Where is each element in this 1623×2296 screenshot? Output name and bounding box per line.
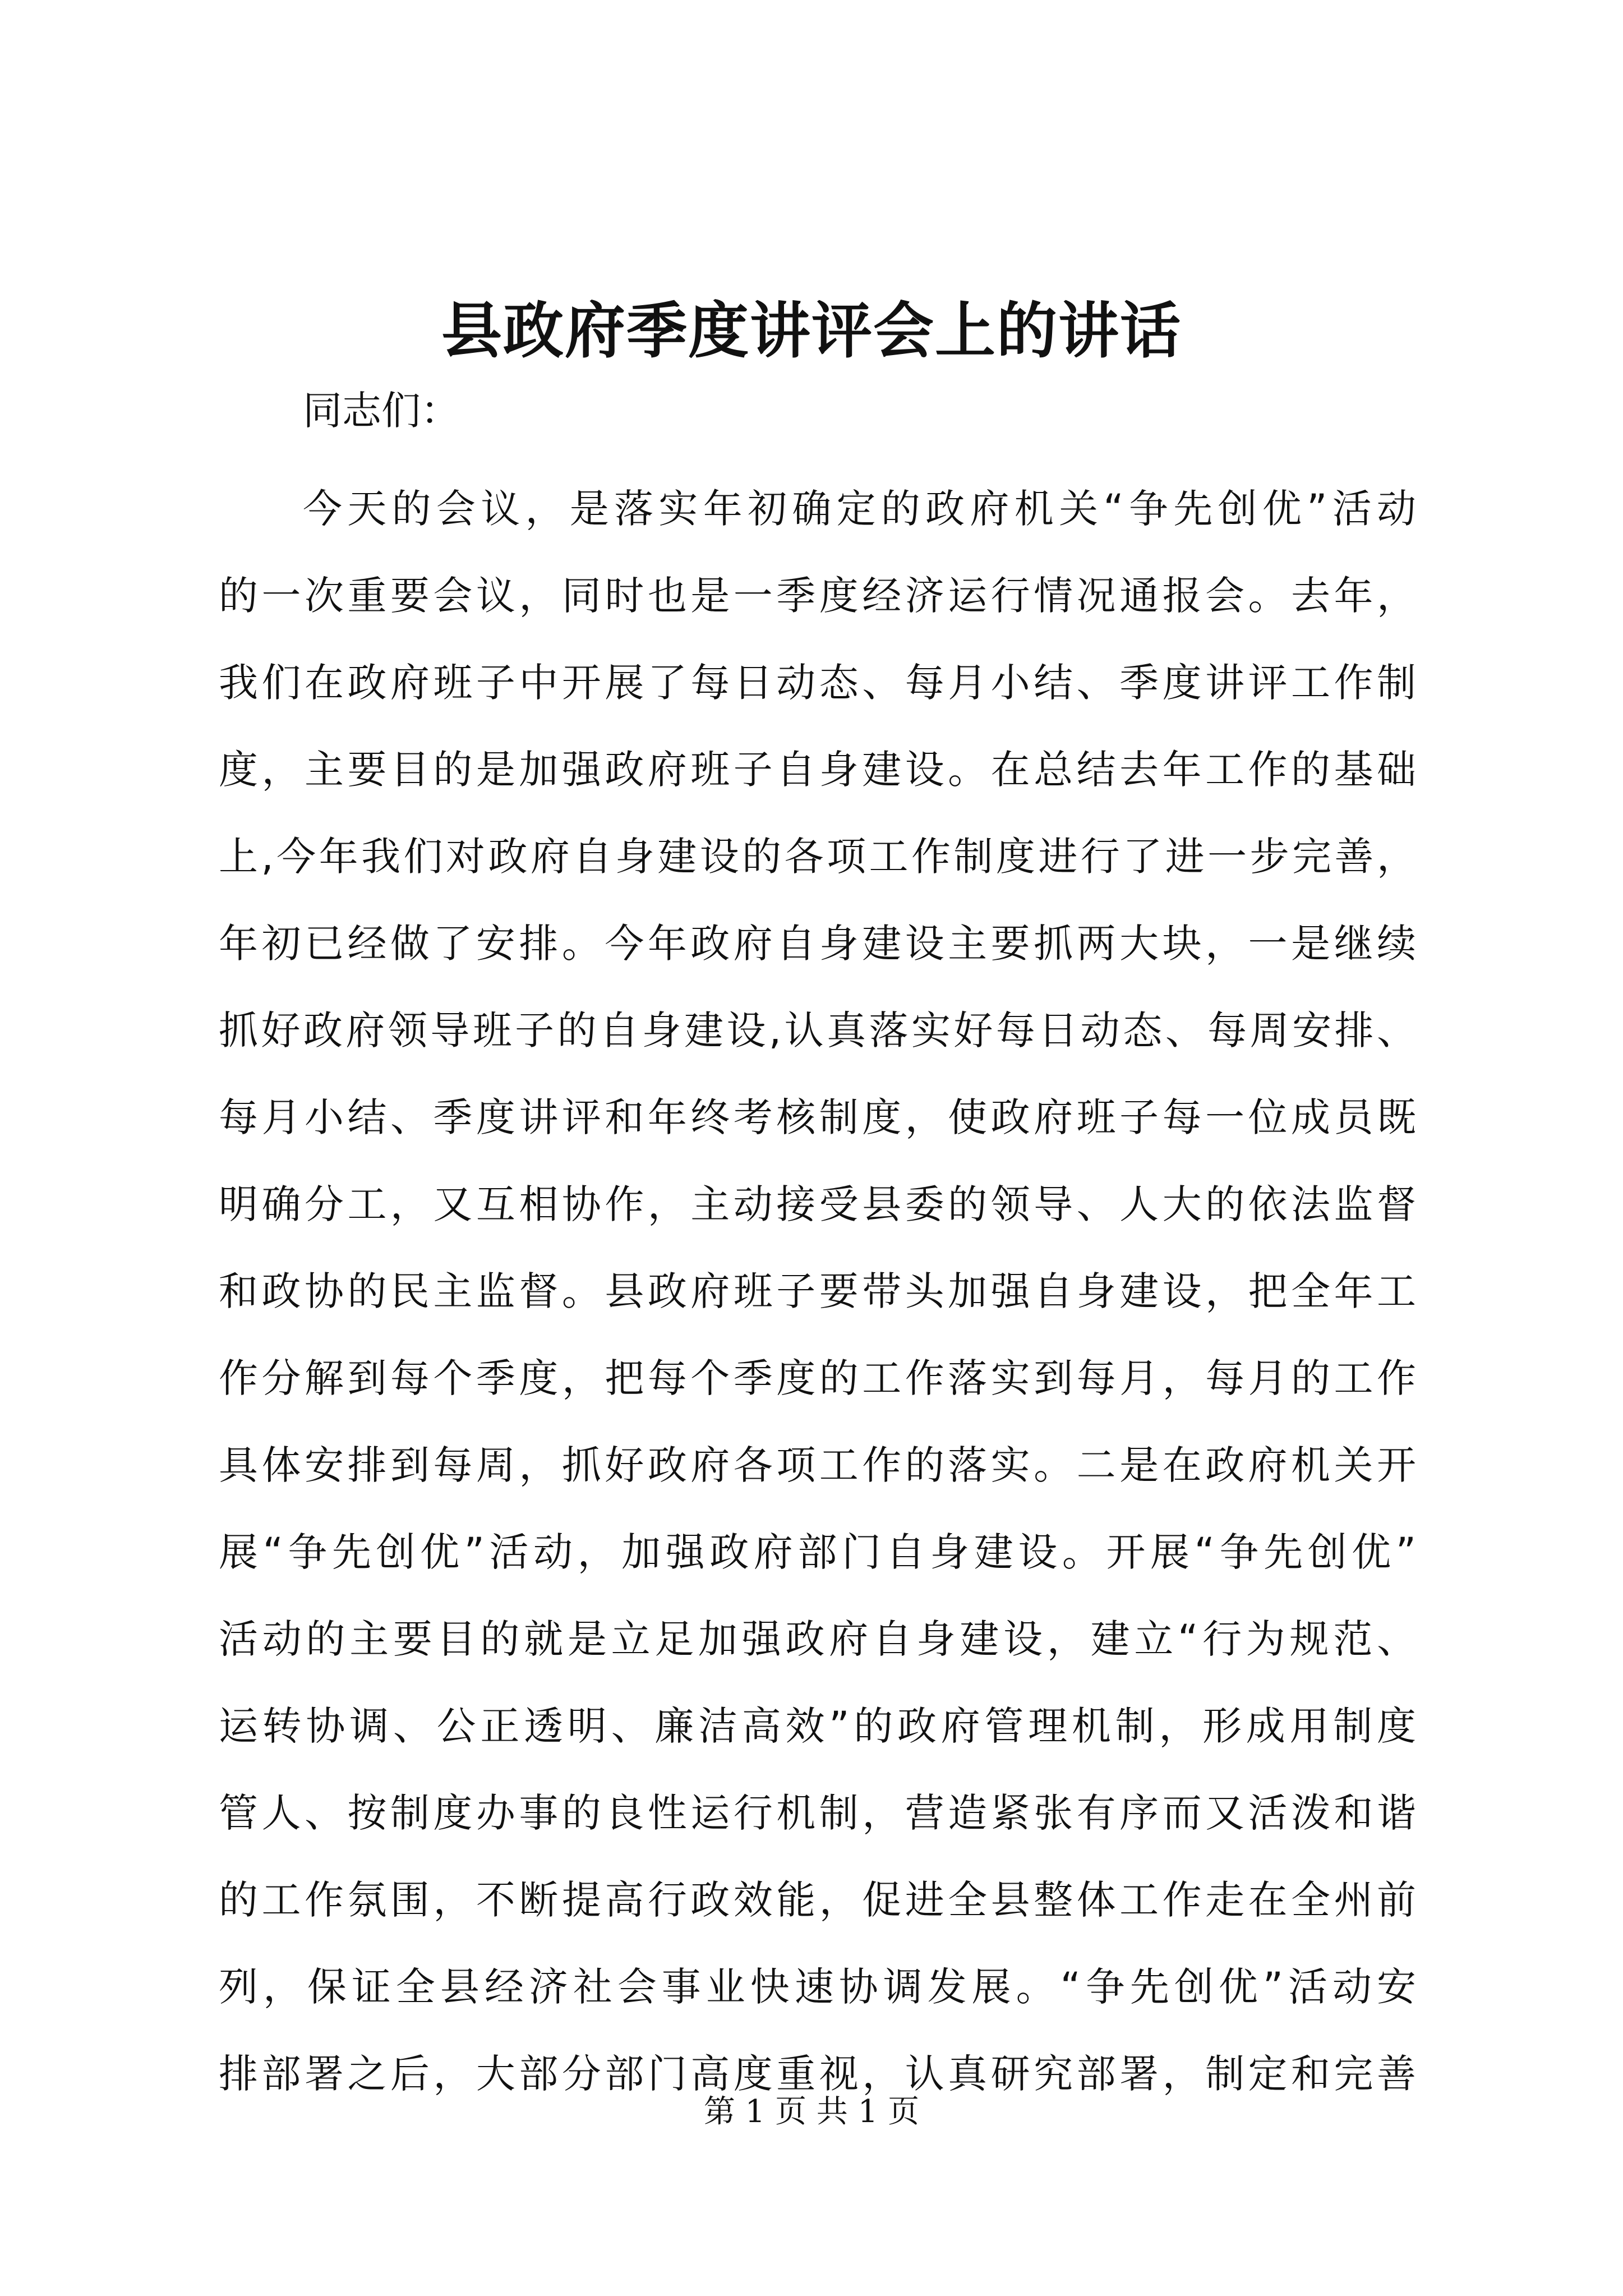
text-line: 我们在政府班子中开展了每日动态、每月小结、季度讲评工作制 <box>219 660 1416 706</box>
text-line: 每月小结、季度讲评和年终考核制度，使政府班子每一位成员既 <box>219 1094 1416 1140</box>
text-line: 抓好政府领导班子的自身建设,认真落实好每日动态、每周安排、 <box>219 1007 1416 1053</box>
text-line: 度，主要目的是加强政府班子自身建设。在总结去年工作的基础 <box>219 747 1416 793</box>
text-line: 运转协调、公正透明、廉洁高效”的政府管理机制，形成用制度 <box>219 1703 1416 1749</box>
text-line: 活动的主要目的就是立足加强政府自身建设，建立“行为规范、 <box>219 1616 1416 1662</box>
text-line: 排部署之后，大部分部门高度重视，认真研究部署，制定和完善 <box>219 2051 1416 2097</box>
text-line: 的一次重要会议，同时也是一季度经济运行情况通报会。去年， <box>219 573 1416 619</box>
document-title: 县政府季度讲评会上的讲话 <box>441 296 1182 366</box>
text-line: 列，保证全县经济社会事业快速协调发展。“争先创优”活动安 <box>219 1964 1416 2010</box>
text-line: 今天的会议，是落实年初确定的政府机关“争先创优”活动 <box>303 486 1416 532</box>
text-line: 年初已经做了安排。今年政府自身建设主要抓两大块，一是继续 <box>219 921 1416 967</box>
text-line: 和政协的民主监督。县政府班子要带头加强自身建设，把全年工 <box>219 1268 1416 1314</box>
body-paragraph <box>219 466 1416 2118</box>
text-line: 展“争先创优”活动，加强政府部门自身建设。开展“争先创优” <box>219 1529 1416 1575</box>
salutation: 同志们： <box>303 388 460 434</box>
text-line: 具体安排到每周，抓好政府各项工作的落实。二是在政府机关开 <box>219 1442 1416 1488</box>
text-line: 上,今年我们对政府自身建设的各项工作制度进行了进一步完善， <box>219 834 1416 880</box>
text-line: 作分解到每个季度，把每个季度的工作落实到每月，每月的工作 <box>219 1355 1416 1401</box>
page-number-footer: 第 1 页 共 1 页 <box>703 2093 920 2130</box>
text-line: 管人、按制度办事的良性运行机制，营造紧张有序而又活泼和谐 <box>219 1790 1416 1836</box>
text-line: 的工作氛围，不断提高行政效能，促进全县整体工作走在全州前 <box>219 1877 1416 1923</box>
text-line: 明确分工，又互相协作，主动接受县委的领导、人大的依法监督 <box>219 1181 1416 1227</box>
